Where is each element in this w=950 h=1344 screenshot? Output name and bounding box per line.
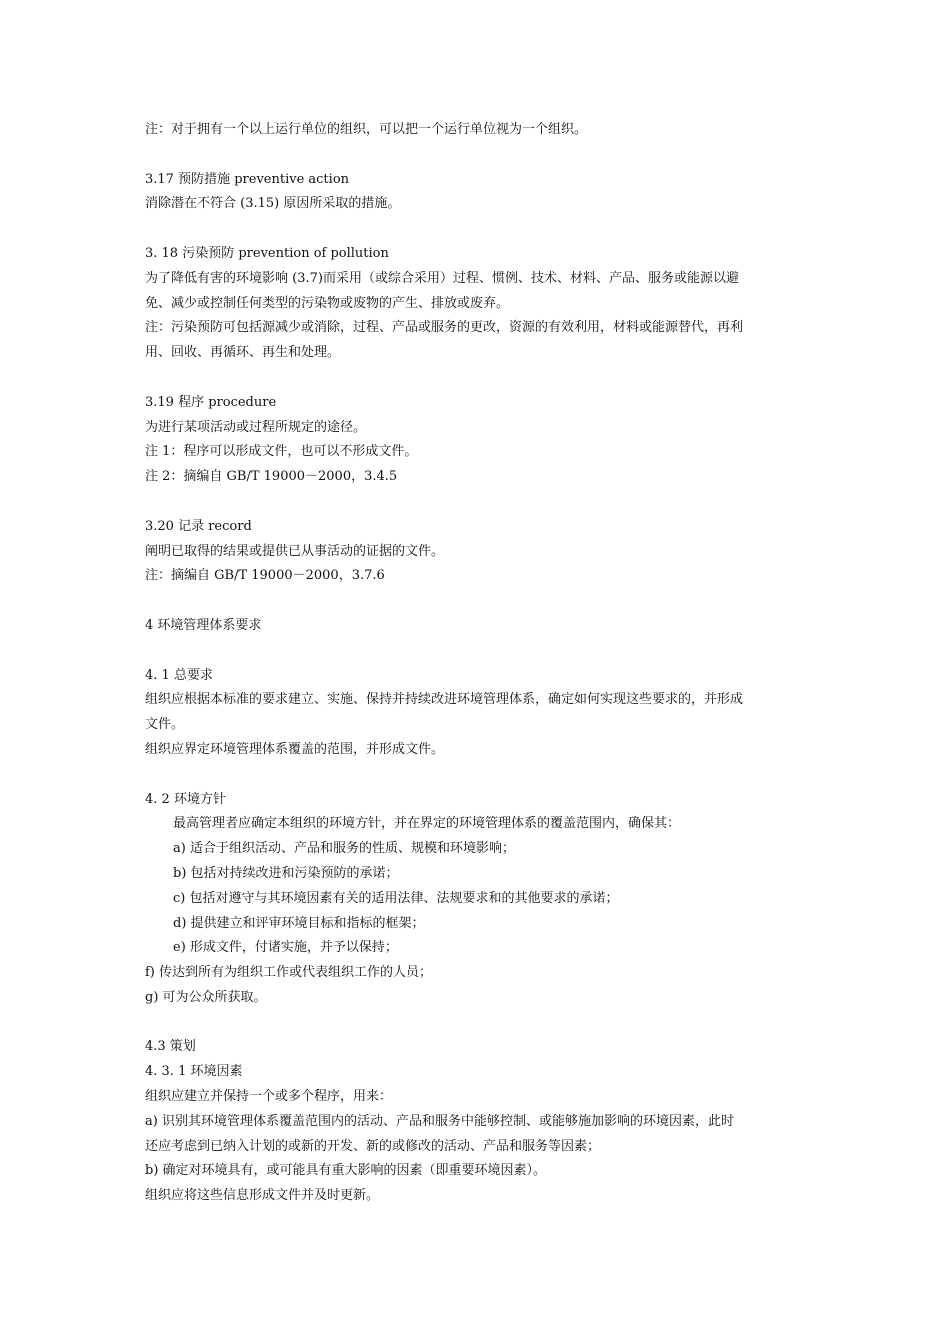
text-line: 最高管理者应确定本组织的环境方针，并在界定的环境管理体系的覆盖范围内，确保其： (173, 816, 681, 832)
text-line: 阐明已取得的结果或提供已从事活动的证据的文件。 (145, 543, 445, 559)
section-heading-4-2: 4. 2 环境方针 (145, 791, 226, 807)
document-page (145, 118, 815, 1209)
note-line: 注 1：程序可以形成文件，也可以不形成文件。 (145, 444, 418, 460)
list-item: b) 包括对持续改进和污染预防的承诺； (173, 865, 399, 881)
section-heading-3-18: 3. 18 污染预防 prevention of pollution (145, 245, 389, 261)
blank-line (145, 366, 815, 391)
text-line: 还应考虑到已纳入计划的或新的开发、新的或修改的活动、产品和服务等因素； (145, 1138, 601, 1154)
blank-line (145, 639, 815, 664)
text-line: 为进行某项活动或过程所规定的途径。 (145, 419, 367, 435)
text-line: 组织应根据本标准的要求建立、实施、保持并持续改进环境管理体系，确定如何实现这些要求的，并形成 (145, 692, 744, 708)
note-line: 注 2：摘编自 GB/T 19000－2000，3.4.5 (145, 469, 398, 485)
list-item: b) 确定对环境具有，或可能具有重大影响的因素（即重要环境因素）。 (145, 1163, 547, 1179)
note-line: 用、回收、再循环、再生和处理。 (145, 345, 341, 361)
section-heading-3-17: 3.17 预防措施 preventive action (145, 171, 350, 187)
note-line: 注：污染预防可包括源减少或消除，过程、产品或服务的更改，资源的有效利用，材料或能源替代，再利 (145, 320, 744, 336)
blank-line (145, 143, 815, 168)
list-item: d) 提供建立和评审环境目标和指标的框架； (173, 915, 425, 931)
section-heading-4-3-1: 4. 3. 1 环境因素 (145, 1064, 243, 1080)
list-item: a) 识别其环境管理体系覆盖范围内的活动、产品和服务中能够控制、或能够施加影响的环境因素，此时 (145, 1113, 734, 1129)
blank-line (145, 490, 815, 515)
blank-line (145, 217, 815, 242)
blank-line (145, 763, 815, 788)
section-heading-4-1: 4. 1 总要求 (145, 667, 213, 683)
text-line: 消除潜在不符合 (3.15) 原因所采取的措施。 (145, 196, 401, 212)
text-line: 注：对于拥有一个以上运行单位的组织，可以把一个运行单位视为一个组织。 (145, 122, 588, 137)
list-item: c) 包括对遵守与其环境因素有关的适用法律、法规要求和的其他要求的承诺； (173, 890, 619, 906)
note-line: 注：摘编自 GB/T 19000－2000，3.7.6 (145, 568, 385, 584)
list-item: g) 可为公众所获取。 (145, 989, 267, 1005)
chapter-heading-4: 4 环境管理体系要求 (145, 617, 262, 633)
section-heading-3-19: 3.19 程序 procedure (145, 394, 277, 410)
text-line: 文件。 (145, 717, 185, 733)
list-item: a) 适合于组织活动、产品和服务的性质、规模和环境影响； (173, 841, 515, 857)
text-line: 组织应建立并保持一个或多个程序，用来： (145, 1089, 393, 1105)
blank-line (145, 589, 815, 614)
text-line: 免、减少或控制任何类型的污染物或废物的产生、排放或废弃。 (145, 295, 510, 311)
text-line: 组织应将这些信息形成文件并及时更新。 (145, 1188, 380, 1204)
blank-line (145, 1011, 815, 1036)
section-heading-3-20: 3.20 记录 record (145, 518, 252, 534)
text-line: 为了降低有害的环境影响 (3.7)而采用（或综合采用）过程、惯例、技术、材料、产品、服务或能源以避 (145, 270, 739, 286)
list-item: e) 形成文件，付诸实施，并予以保持； (173, 940, 398, 956)
section-heading-4-3: 4.3 策划 (145, 1039, 196, 1055)
list-item: f) 传达到所有为组织工作或代表组织工作的人员； (145, 965, 433, 981)
text-line: 组织应界定环境管理体系覆盖的范围，并形成文件。 (145, 741, 445, 757)
